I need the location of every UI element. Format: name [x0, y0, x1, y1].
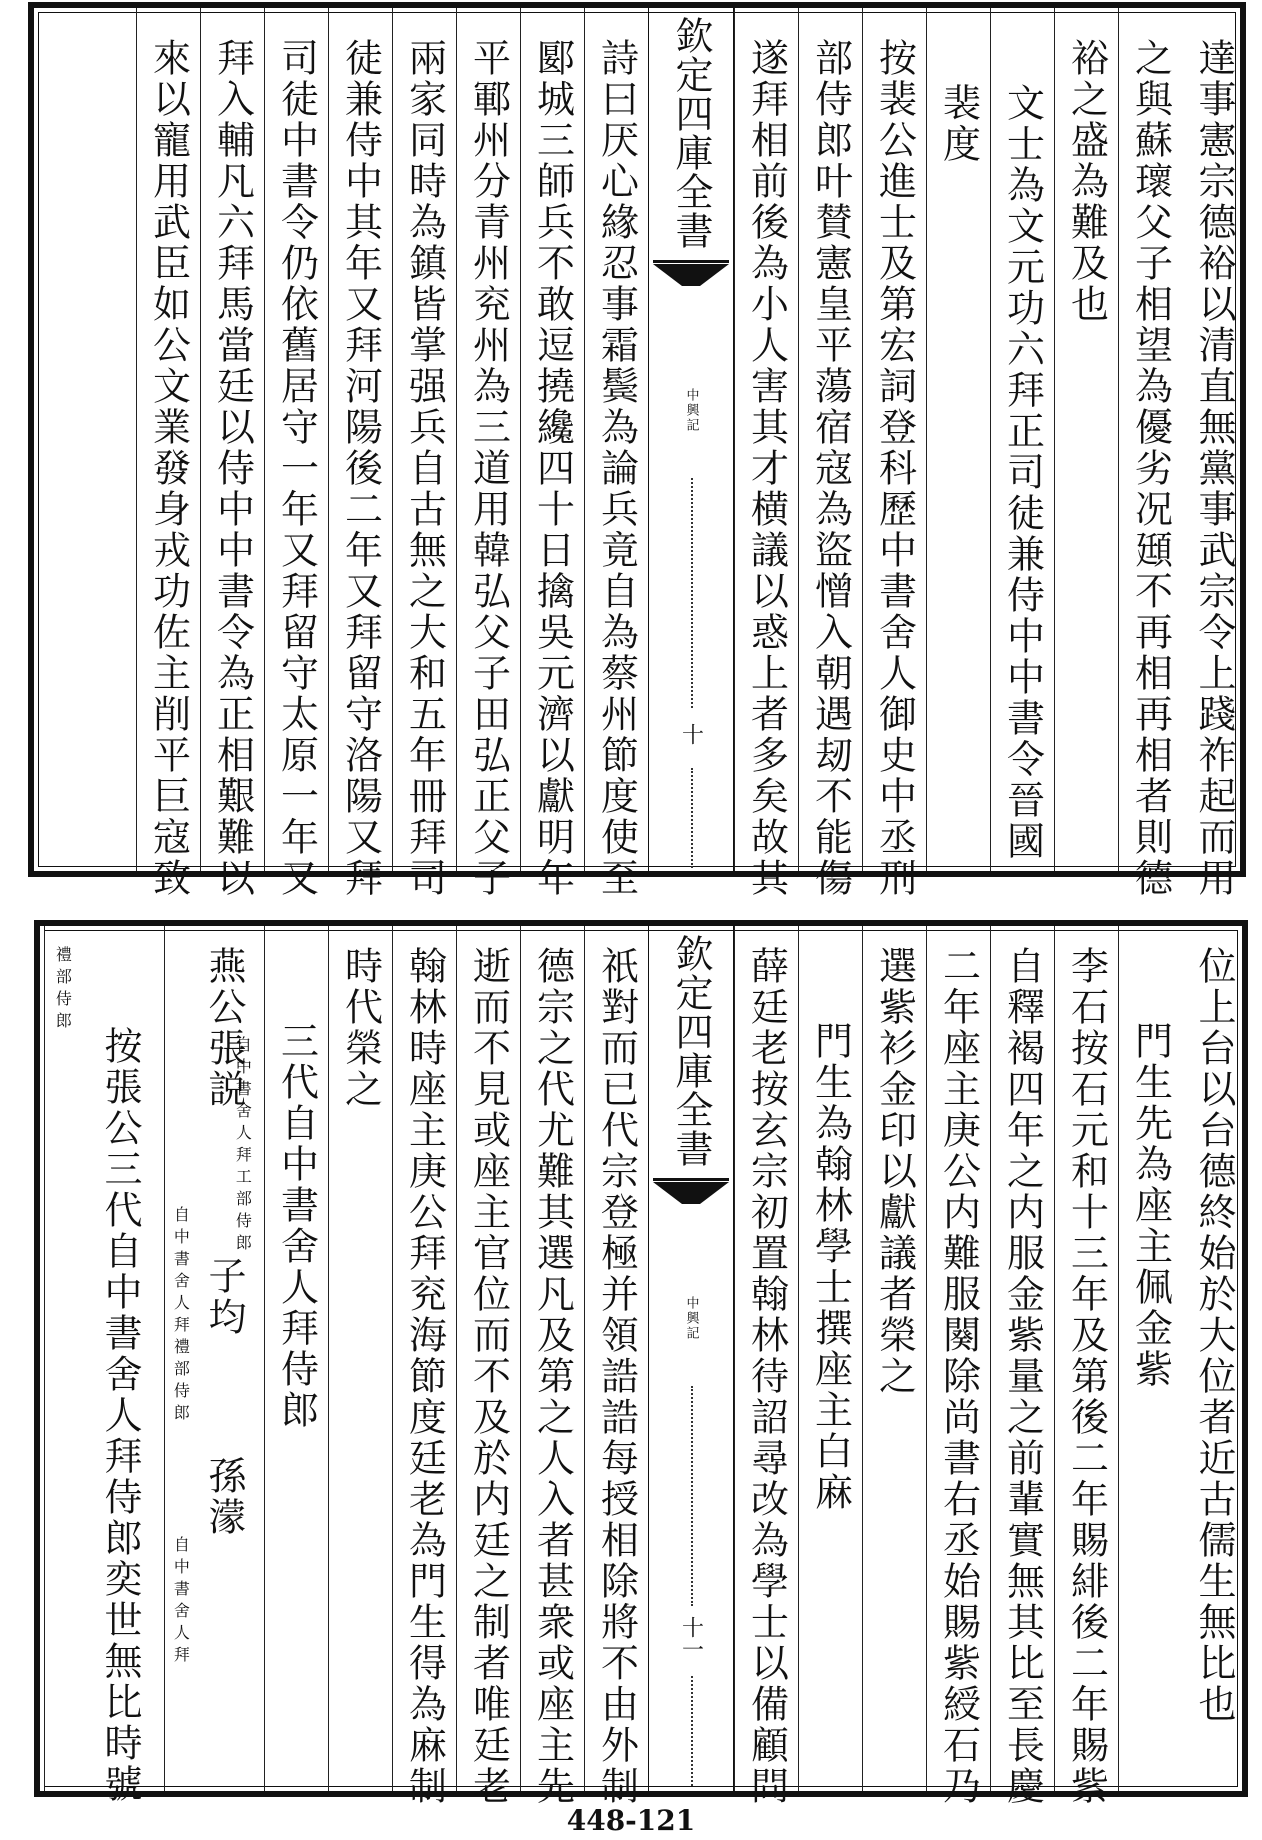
bottom-page [34, 920, 1248, 1807]
text-column [328, 926, 392, 1791]
text-column [264, 926, 328, 1791]
text-column [1118, 8, 1182, 899]
column-text: 李石按石元和十三年及第後二年賜緋後二年賜紫 [1064, 946, 1109, 1807]
column-text: 選紫衫金印以獻議者榮之 [872, 946, 917, 1397]
column-text: 來以寵用武臣如公文業發身戎功佐主削平巨寇致 [146, 38, 191, 899]
text-column [264, 8, 328, 899]
text-column [1118, 926, 1182, 1791]
text-column [862, 8, 926, 899]
column-text: 燕公張説 [202, 946, 246, 1110]
fishtail-mark [653, 260, 729, 288]
top-page [28, 2, 1246, 899]
page-number: 448-121 [566, 1804, 696, 1837]
small-note: 自中書舍人拜禮部侍郎 [171, 1206, 191, 1426]
text-column [1182, 926, 1246, 1791]
text-column [584, 8, 648, 899]
text-column [862, 926, 926, 1791]
column-text: 司徒中書令仍依舊居守一年又拜留守太原一年又 [274, 38, 319, 899]
column-text: 之與蘇瓌父子相望為優劣况頲不再相再相者則德 [1128, 38, 1173, 899]
center-page-number: 十一 [678, 1616, 704, 1660]
column-text: 裕之盛為難及也 [1064, 38, 1109, 325]
column-text: 徒兼侍中其年又拜河陽後二年又拜留守洛陽又拜 [338, 38, 383, 899]
column-text: 德宗之代尤難其選凡及第之人入者甚衆或座主先 [530, 946, 575, 1807]
column-text: 時代榮之 [338, 946, 383, 1110]
text-column [328, 8, 392, 899]
column-text: 祇對而已代宗登極并領誥誥每授相除將不由外制 [594, 946, 639, 1807]
column-text: 門生先為座主佩金紫 [1128, 1021, 1173, 1390]
text-column [990, 926, 1054, 1807]
text-column [926, 8, 990, 871]
small-note: 禮部侍郎 [53, 946, 73, 1034]
center-heading: 欽定四庫全書 [669, 16, 713, 250]
text-column-with-notes [44, 926, 164, 1805]
text-column [1054, 926, 1118, 1807]
text-column [584, 926, 648, 1807]
column-text: 翰林時座主庚公拜兖海節度廷老為門生得為麻制 [402, 946, 447, 1807]
column-text: 裴度 [936, 83, 981, 165]
center-book-title: 中興記 [683, 388, 699, 433]
center-page-number: 十 [678, 723, 704, 745]
small-note: 自中書舍人拜 [171, 1536, 191, 1668]
column-text: 二年座主庚公内難服闋除尚書右丞始賜紫綬石乃 [936, 946, 981, 1807]
center-heading: 欽定四庫全書 [669, 934, 713, 1168]
column-text: 拜入輔凡六拜馬當廷以侍中中書令為正相艱難以 [210, 38, 255, 899]
column-text: 郾城三師兵不敢逗撓纔四十日擒吳元濟以獻明年 [530, 38, 575, 899]
fishtail-mark [653, 1178, 729, 1206]
column-text: 孫濛 [202, 1456, 246, 1538]
text-column [734, 926, 798, 1807]
text-column [136, 8, 200, 899]
column-text: 平鄆州分青州兖州為三道用韓弘父子田弘正父子 [466, 38, 511, 899]
column-text: 部侍郎叶賛憲皇平蕩宿寇為盜憎入朝遇刼不能傷 [808, 38, 853, 899]
text-column [456, 926, 520, 1807]
center-dotted-line [691, 1676, 693, 1786]
column-text: 逝而不見或座主官位而不及於内廷之制者唯廷老 [466, 946, 511, 1807]
column-text: 按裴公進士及第宏詞登科歷中書舍人御史中丞刑 [872, 38, 917, 899]
text-column [1182, 8, 1246, 899]
column-text: 薛廷老按玄宗初置翰林待詔尋改為學士以備顧問 [744, 946, 789, 1807]
column-text: 達事憲宗德裕以清直無黨事武宗令上踐祚起而用 [1192, 38, 1236, 899]
text-column [520, 926, 584, 1807]
column-text: 遂拜相前後為小人害其才横議以惑上者多矣故其 [744, 38, 789, 899]
text-column [926, 926, 990, 1807]
column-text: 自釋褐四年之内服金紫量之前輩實無其比至長慶 [1000, 946, 1045, 1807]
column-text: 兩家同時為鎮皆掌强兵自古無之大和五年冊拜司 [402, 38, 447, 899]
column-text: 按張公三代自中書舍人拜侍郎奕世無比時號 [98, 1026, 142, 1805]
column-text: 三代自中書舍人拜侍郎 [274, 1021, 319, 1431]
text-column [734, 8, 798, 899]
text-column [1054, 8, 1118, 871]
text-column [200, 8, 264, 899]
center-book-title: 中興記 [683, 1296, 699, 1341]
column-text: 門生為翰林學士撰座主白麻 [808, 1021, 853, 1513]
center-dotted-line [691, 1386, 693, 1606]
text-column [798, 926, 862, 1791]
text-column [798, 8, 862, 899]
small-note: 自中書舍人拜工部侍郎 [233, 1036, 253, 1256]
text-column-with-notes [164, 926, 264, 1791]
column-text: 位上台以台德終始於大位者近古儒生無比也 [1192, 946, 1236, 1725]
center-fold [648, 926, 734, 1791]
center-dotted-line [691, 768, 693, 868]
text-column [990, 8, 1054, 871]
text-column [456, 8, 520, 899]
column-text: 詩曰厌心緣忍事霜鬓為論兵竟自為蔡州節度使至 [594, 38, 639, 899]
center-dotted-line [691, 478, 693, 708]
text-column [392, 926, 456, 1807]
column-text: 子均 [202, 1256, 246, 1338]
center-fold [648, 8, 734, 871]
text-column [520, 8, 584, 899]
text-column [392, 8, 456, 899]
column-text: 文士為文元功六拜正司徒兼侍中中書令晉國 [1000, 83, 1045, 862]
